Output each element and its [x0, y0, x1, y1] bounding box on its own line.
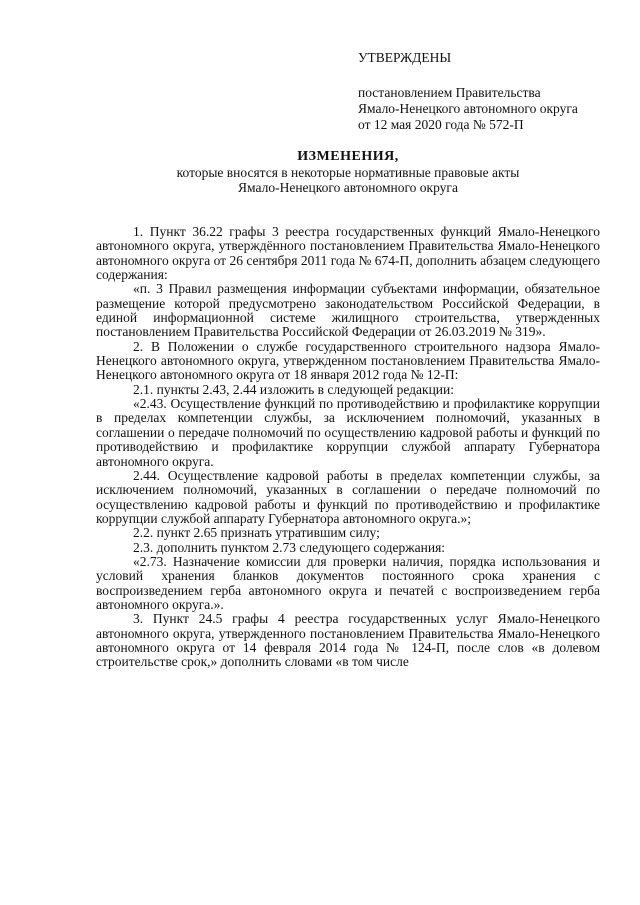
quoted-paragraph: «п. 3 Правил размещения информации субъектами информации, обязательное размещение которой предусмотрено законодательством Российской Федерации, в единой информационной системе жилищного строительства, утвержденных постановлением Правительства Российской Федерации от 26.03.2019 № 319».	[96, 281, 600, 340]
subparagraph-2-2: 2.2. пункт 2.65 признать утратившим силу;	[133, 525, 380, 541]
document-heading	[96, 149, 600, 195]
quoted-paragraph: «2.73. Назначение комиссии для проверки наличия, порядка использования и условий хранения бланков документов постоянного срока хранения с воспроизведением герба автономного округа и печатей с воспроизведением герба автономного округа.».	[96, 553, 600, 612]
subparagraph-2-1: 2.1. пункты 2.43, 2.44 изложить в следующей редакции:	[133, 381, 455, 397]
quoted-paragraph: 2.44. Осуществление кадровой работы в пределах компетенции службы, за исключением полномочий, указанных в соглашении о передаче полномочий по осуществлению кадровой работы и функций по противодействию и профилактике коррупции службой аппарату Губернатора автономного округа.»;	[96, 467, 600, 526]
subparagraph-2-3: 2.3. дополнить пунктом 2.73 следующего содержания:	[133, 539, 446, 555]
paragraph-item-2: 2. В Положении о службе государственного строительного надзора Ямало-Ненецкого автономного округа, утвержденном постановлением Правительства Ямало-Ненецкого автономного округа от 18 января 2012 года № 12-П:	[96, 338, 600, 383]
paragraph-item-3: 3. Пункт 24.5 графы 4 реестра государственных услуг Ямало-Ненецкого автономного округа, утвержденного постановлением Правительства Ямало-Ненецкого автономного округа от 14 февраля 2014 года № 124-П, после слов «в долевом строительстве срок,» дополнить словами «в том числе	[96, 611, 600, 670]
document-body	[96, 225, 600, 670]
approval-line: от 12 мая 2020 года № 572-П	[358, 117, 524, 132]
document-title: ИЗМЕНЕНИЯ,	[297, 149, 399, 164]
document-subtitle-line: Ямало-Ненецкого автономного округа	[238, 180, 458, 195]
approval-line: Ямало-Ненецкого автономного округа	[358, 101, 578, 116]
approval-stamp	[358, 50, 628, 133]
document-subtitle-line: которые вносятся в некоторые нормативные правовые акты	[176, 165, 520, 180]
approved-heading: УТВЕРЖДЕНЫ	[358, 50, 452, 65]
quoted-paragraph: «2.43. Осуществление функций по противодействию и профилактике коррупции в пределах компетенции службы, за исключением полномочий, указанных в соглашении о передаче полномочий по осуществлению кадровой работы и функций по противодействию и профилактике коррупции службой аппарату Губернатора автономного округа.	[96, 396, 600, 469]
paragraph-item-1: 1. Пункт 36.22 графы 3 реестра государственных функций Ямало-Ненецкого автономного округа, утверждённого постановлением Правительства Ямало-Ненецкого автономного округа от 26 сентября 2011 года № 674-П, дополнить абзацем следующего содержания:	[96, 224, 600, 283]
approval-line: постановлением Правительства	[358, 85, 541, 100]
